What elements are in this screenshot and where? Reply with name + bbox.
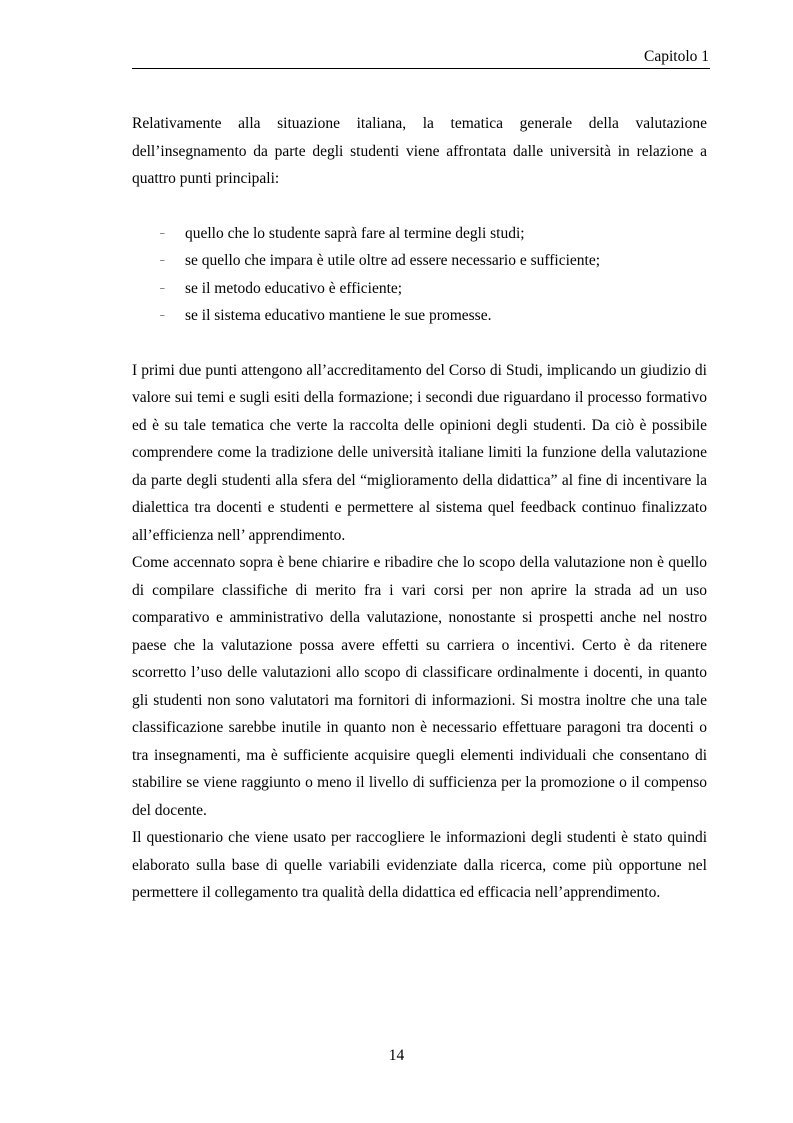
dash-bullet: – [160,310,165,320]
list-item-text: se il metodo educativo è efficiente; [185,279,403,297]
chapter-title: Capitolo 1 [643,48,709,65]
page-number: 14 [388,1047,405,1064]
intro-paragraph: Relativamente alla situazione italiana, la tematica generale della valutazione dell’insegnamento da parte degli studenti viene affrontata dalle università in relazione a quattro punti principali: [132,115,707,187]
dash-bullet: – [160,255,165,265]
page-body [132,110,707,907]
list-item-text: quello che lo studente saprà fare al termine degli studi; [185,224,525,242]
dash-bullet: – [160,227,165,238]
points-list [132,220,707,330]
list-item [132,302,707,330]
body-paragraph: Come accennato sopra è bene chiarire e ribadire che lo scopo della valutazione non è quello di compilare classifiche di merito fra i vari corsi per non aprire la strada ad un uso comparativo e amministrativo della valutazione, nonostante si prospetti anche nel nostro paese che la valutazione possa avere effetti su carriera o incentivi. Certo è da ritenere scorretto l’uso delle valutazioni allo scopo di classificare ordinalmente i docenti, in quanto gli studenti non sono valutatori ma fornitori di informazioni. Si mostra inoltre che una tale classificazione sarebbe inutile in quanto non è necessario effettuare paragoni tra docenti o tra insegnamenti, ma è sufficiente acquisire quegli elementi individuali che consentano di stabilire se viene raggiunto o meno il livello di sufficienza per la promozione o il compenso del docente. [132,554,707,819]
body-paragraph: I primi due punti attengono all’accreditamento del Corso di Studi, implicando un giudizio di valore sui temi e sugli esiti della formazione; i secondi due riguardano il processo formativo ed è su tale tematica che verte la raccolta delle opinioni degli studenti. Da ciò è possibile comprendere come la tradizione delle università italiane limiti la funzione della valutazione da parte degli studenti alla sfera del “miglioramento della didattica” al fine di incentivare la dialettica tra docenti e studenti e permettere al sistema quel feedback continuo finalizzato all’efficienza nell’ apprendimento. [132,361,707,544]
body-paragraph: Il questionario che viene usato per raccogliere le informazioni degli studenti è stato quindi elaborato sulla base di quelle variabili evidenziate dalla ricerca, come più opportune nel permettere il collegamento tra qualità della didattica ed efficacia nell’apprendimento. [132,829,707,901]
list-item [132,275,707,303]
page-header [132,46,710,69]
list-item-text: se il sistema educativo mantiene le sue promesse. [185,307,492,324]
list-item [132,220,707,248]
dash-bullet: – [160,282,165,293]
list-item [132,247,707,275]
list-item-text: se quello che impara è utile oltre ad essere necessario e sufficiente; [185,252,601,269]
